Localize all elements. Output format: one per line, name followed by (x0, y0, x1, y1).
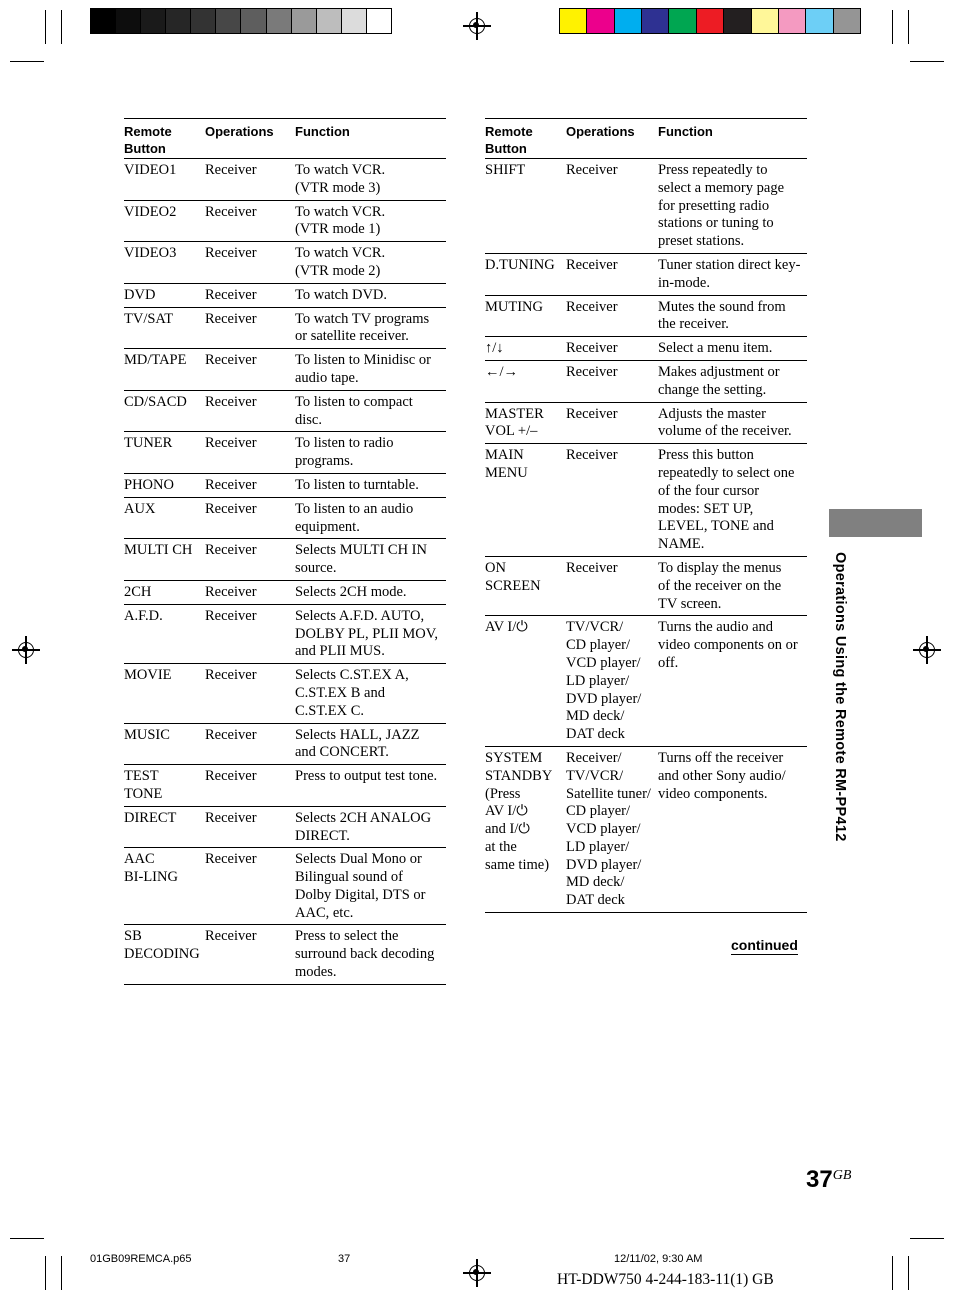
remote-button-cell: MOVIE (124, 667, 172, 684)
color-swatch (166, 9, 191, 33)
right-remote-table (485, 118, 807, 913)
function-cell: Press to output test tone. (295, 768, 438, 785)
function-cell: To watch DVD. (295, 286, 388, 303)
color-swatch (752, 9, 779, 33)
color-swatch (367, 9, 391, 33)
function-cell: Selects HALL, JAZZ and CONCERT. (295, 726, 420, 761)
remote-button-cell: SB DECODING (124, 928, 200, 963)
remote-button-cell: PHONO (124, 476, 174, 493)
remote-button-cell: AUX (124, 500, 156, 517)
table-row (485, 337, 807, 361)
color-swatch (806, 9, 833, 33)
function-cell: Selects A.F.D. AUTO, DOLBY PL, PLII MOV, and PLII MUS. (295, 607, 438, 660)
crop-mark-top-left-v2 (61, 10, 62, 44)
function-cell: Selects 2CH mode. (295, 583, 407, 600)
color-swatch (292, 9, 317, 33)
color-swatch (116, 9, 141, 33)
registration-mark-top-icon (463, 12, 491, 40)
color-swatch (267, 9, 292, 33)
footer-datetime: 12/11/02, 9:30 AM (614, 1253, 703, 1265)
remote-button-cell: VIDEO3 (124, 245, 177, 262)
remote-button-cell: AV I/⏻ (485, 619, 528, 636)
crop-mark-top-right-v2 (892, 10, 893, 44)
registration-mark-right-icon (913, 636, 941, 664)
remote-button-cell: TV/SAT (124, 310, 174, 327)
table-row (124, 474, 446, 498)
color-swatch (241, 9, 266, 33)
table-row (485, 747, 807, 913)
crop-mark-bottom-left-v (45, 1256, 46, 1290)
function-cell: Selects Dual Mono or Bilingual sound of Dolby Digital, DTS or AAC, etc. (295, 851, 426, 921)
crop-mark-top-right-h (910, 61, 944, 62)
function-cell: To watch VCR. (VTR mode 1) (295, 203, 386, 238)
crop-mark-top-right-v (908, 10, 909, 44)
function-cell: Selects MULTI CH IN source. (295, 542, 427, 577)
operations-cell: Receiver (566, 559, 618, 576)
operations-cell: Receiver (205, 203, 257, 220)
color-swatch (317, 9, 342, 33)
color-swatch (724, 9, 751, 33)
operations-cell: Receiver (205, 352, 257, 369)
remote-button-cell: MULTI CH (124, 542, 193, 559)
remote-button-cell: ↑/↓ (485, 340, 504, 357)
table-row (124, 308, 446, 350)
color-swatch (342, 9, 367, 33)
remote-button-cell: D.TUNING (485, 256, 555, 273)
registration-mark-bottom-icon (463, 1259, 491, 1287)
remote-button-cell: MUSIC (124, 726, 170, 743)
table-row (485, 403, 807, 445)
operations-cell: Receiver (205, 162, 257, 178)
color-swatch (587, 9, 614, 33)
color-swatch (642, 9, 669, 33)
gray-scale-bar (90, 8, 392, 34)
function-cell: To watch VCR. (VTR mode 2) (295, 245, 386, 279)
footer-model: HT-DDW750 4-244-183-11(1) GB (557, 1271, 774, 1288)
table-row (124, 284, 446, 308)
function-cell: Makes adjustment or change the setting. (658, 363, 780, 398)
operations-cell: Receiver (205, 768, 257, 785)
color-swatch (615, 9, 642, 33)
crop-mark-top-left-h (10, 61, 44, 62)
header-remote-button: Remote Button (124, 124, 172, 156)
remote-button-cell: MUTING (485, 298, 543, 315)
header-function: Function (658, 124, 713, 139)
remote-button-cell: ←/→ (485, 363, 519, 380)
table-row (124, 391, 446, 433)
header-function: Function (295, 124, 350, 139)
remote-button-cell: SHIFT (485, 162, 526, 178)
table-row (124, 539, 446, 581)
remote-button-cell: DVD (124, 286, 156, 303)
operations-cell: Receiver (566, 340, 618, 357)
header-operations: Operations (566, 124, 635, 139)
remote-button-cell: MD/TAPE (124, 352, 187, 369)
function-cell: To watch VCR. (VTR mode 3) (295, 162, 386, 196)
table-row (124, 848, 446, 925)
page-number-suffix: GB (832, 1168, 852, 1183)
remote-button-cell: TUNER (124, 435, 173, 452)
color-swatch (91, 9, 116, 33)
function-cell: To watch TV programs or satellite receiver. (295, 310, 430, 345)
function-cell: Adjusts the master volume of the receiver. (658, 405, 792, 440)
table-row (124, 242, 446, 284)
table-row (124, 605, 446, 664)
operations-cell: Receiver (205, 245, 257, 262)
table-header (485, 119, 807, 159)
function-cell: Press repeatedly to select a memory page for presetting radio stations or tuning to preset stations. (658, 162, 785, 250)
operations-cell: Receiver (205, 851, 257, 868)
table-row (485, 616, 807, 747)
page-number-value: 37 (806, 1166, 833, 1193)
function-cell: To display the menus of the receiver on the TV screen. (658, 559, 782, 612)
function-cell: To listen to compact disc. (295, 393, 413, 428)
table-row (124, 581, 446, 605)
function-cell: Turns off the receiver and other Sony audio/ video components. (658, 749, 786, 802)
section-side-title: Operations Using the Remote RM-PP412 (832, 552, 848, 842)
table-row (124, 349, 446, 391)
operations-cell: Receiver (205, 607, 257, 624)
remote-button-cell: MASTER VOL +/– (485, 405, 544, 440)
crop-mark-bottom-left-v2 (61, 1256, 62, 1290)
function-cell: Press this button repeatedly to select one of the four cursor modes: SET UP, LEVEL, TONE and NAME. (658, 447, 795, 553)
operations-cell: Receiver (205, 500, 257, 517)
section-tab (829, 509, 922, 537)
table-row (124, 432, 446, 474)
color-swatch (141, 9, 166, 33)
color-swatch (560, 9, 587, 33)
operations-cell: Receiver (205, 542, 257, 559)
left-remote-table (124, 118, 446, 985)
operations-cell: Receiver (566, 162, 618, 178)
footer-page: 37 (338, 1253, 351, 1265)
operations-cell: Receiver (566, 363, 618, 380)
operations-cell: Receiver (205, 393, 257, 410)
operations-cell: Receiver (566, 405, 618, 422)
operations-cell: Receiver (566, 447, 618, 464)
remote-button-cell: TEST TONE (124, 768, 163, 802)
crop-mark-top-left-v (45, 10, 46, 44)
function-cell: To listen to an audio equipment. (295, 500, 414, 535)
footer-file: 01GB09REMCA.p65 (90, 1253, 192, 1265)
color-swatch (216, 9, 241, 33)
remote-button-cell: DIRECT (124, 809, 177, 826)
operations-cell: Receiver (566, 256, 618, 273)
page-number (806, 1166, 851, 1194)
operations-cell: Receiver (205, 928, 257, 945)
function-cell: Press to select the surround back decoding modes. (295, 928, 435, 981)
table-row (124, 807, 446, 849)
continued-label: continued (731, 937, 798, 953)
remote-button-cell: SYSTEM STANDBY (Press AV I/⏻ and I/⏻ at the same time) (485, 749, 553, 873)
function-cell: Turns the audio and video components on or off. (658, 619, 798, 671)
function-cell: Selects C.ST.EX A, C.ST.EX B and C.ST.EX C. (295, 667, 409, 719)
operations-cell: Receiver/ TV/VCR/ Satellite tuner/ CD player/ VCD player/ LD player/ DVD player/ MD deck/ DAT deck (566, 749, 651, 909)
crop-mark-bottom-right-h (910, 1238, 944, 1239)
remote-button-cell: A.F.D. (124, 607, 163, 624)
table-header (124, 119, 446, 159)
operations-cell: Receiver (205, 286, 257, 303)
table-row (124, 159, 446, 201)
remote-button-cell: MAIN MENU (485, 447, 528, 481)
operations-cell: TV/VCR/ CD player/ VCD player/ LD player/ DVD player/ MD deck/ DAT deck (566, 619, 642, 743)
crop-mark-bottom-left-h (10, 1238, 44, 1239)
remote-button-cell: 2CH (124, 583, 152, 600)
remote-button-cell: VIDEO1 (124, 162, 177, 178)
remote-button-cell: ON SCREEN (485, 559, 541, 594)
table-row (124, 925, 446, 984)
remote-button-cell: VIDEO2 (124, 203, 177, 220)
function-cell: Mutes the sound from the receiver. (658, 298, 786, 333)
table-row (124, 498, 446, 540)
function-cell: To listen to turntable. (295, 476, 419, 493)
color-swatch (779, 9, 806, 33)
table-row (485, 159, 807, 254)
crop-mark-bottom-right-v (908, 1256, 909, 1290)
color-swatch (697, 9, 724, 33)
color-swatch (669, 9, 696, 33)
table-row (485, 557, 807, 616)
remote-button-cell: CD/SACD (124, 393, 187, 410)
operations-cell: Receiver (205, 435, 257, 452)
function-cell: Selects 2CH ANALOG DIRECT. (295, 809, 432, 844)
operations-cell: Receiver (205, 476, 257, 493)
table-row (485, 296, 807, 338)
table-row (485, 361, 807, 403)
remote-button-cell: AAC BI-LING (124, 851, 178, 886)
function-cell: Select a menu item. (658, 340, 773, 357)
operations-cell: Receiver (205, 726, 257, 743)
table-row (485, 254, 807, 296)
color-swatch (834, 9, 860, 33)
function-cell: To listen to Minidisc or audio tape. (295, 352, 431, 386)
function-cell: To listen to radio programs. (295, 435, 394, 470)
header-operations: Operations (205, 124, 274, 139)
table-row (124, 765, 446, 807)
color-swatch (191, 9, 216, 33)
operations-cell: Receiver (566, 298, 618, 315)
table-row (485, 444, 807, 557)
registration-mark-left-icon (12, 636, 40, 664)
table-row (124, 724, 446, 766)
header-remote-button: Remote Button (485, 124, 533, 156)
table-row (124, 201, 446, 243)
operations-cell: Receiver (205, 310, 257, 327)
operations-cell: Receiver (205, 583, 257, 600)
table-row (124, 664, 446, 723)
color-bar (559, 8, 861, 34)
operations-cell: Receiver (205, 809, 257, 826)
operations-cell: Receiver (205, 667, 257, 684)
crop-mark-bottom-right-v2 (892, 1256, 893, 1290)
function-cell: Tuner station direct key- in-mode. (658, 256, 801, 291)
